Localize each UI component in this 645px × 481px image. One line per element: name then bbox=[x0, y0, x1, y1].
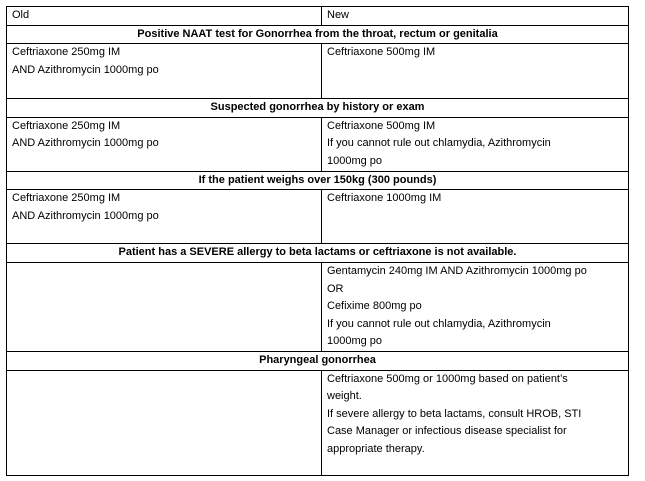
regimen-line: Ceftriaxone 250mg IM bbox=[12, 46, 121, 59]
regimen-line: Ceftriaxone 250mg IM bbox=[12, 119, 121, 132]
old-column-header: Old bbox=[7, 7, 322, 26]
section-title-row bbox=[7, 171, 629, 190]
regimen-line: If you cannot rule out chlamydia, Azithromycin bbox=[327, 317, 551, 330]
section-title-row bbox=[7, 351, 629, 370]
regimen-row bbox=[7, 370, 629, 475]
regimen-row bbox=[7, 262, 629, 351]
old-regimen-cell bbox=[7, 262, 322, 351]
section-title-allergy: Patient has a SEVERE allergy to beta lactams or ceftriaxone is not available. bbox=[7, 244, 629, 263]
regimen-line: Ceftriaxone 1000mg IM bbox=[327, 192, 442, 205]
treatment-comparison-table bbox=[6, 6, 629, 476]
regimen-line: Case Manager or infectious disease specialist for bbox=[327, 425, 567, 438]
regimen-row bbox=[7, 190, 629, 244]
new-regimen-cell bbox=[322, 117, 629, 171]
header-row bbox=[7, 7, 629, 26]
regimen-line: 1000mg po bbox=[327, 335, 383, 348]
regimen-row bbox=[7, 44, 629, 99]
regimen-line: weight. bbox=[327, 390, 362, 403]
section-title-row bbox=[7, 99, 629, 118]
regimen-line: AND Azithromycin 1000mg po bbox=[12, 137, 159, 150]
regimen-line: If you cannot rule out chlamydia, Azithromycin bbox=[327, 137, 551, 150]
regimen-line: AND Azithromycin 1000mg po bbox=[12, 63, 159, 76]
regimen-line: 1000mg po bbox=[327, 154, 383, 167]
old-regimen-cell bbox=[7, 117, 322, 171]
regimen-line: Ceftriaxone 500mg IM bbox=[327, 119, 436, 132]
regimen-line: AND Azithromycin 1000mg po bbox=[12, 209, 159, 222]
regimen-line: Ceftriaxone 250mg IM bbox=[12, 192, 121, 205]
regimen-row bbox=[7, 117, 629, 171]
new-column-header: New bbox=[322, 7, 629, 26]
section-title-naat: Positive NAAT test for Gonorrhea from the throat, rectum or genitalia bbox=[7, 25, 629, 44]
section-title-pharyngeal: Pharyngeal gonorrhea bbox=[7, 351, 629, 370]
regimen-line: Ceftriaxone 500mg or 1000mg based on patient’s bbox=[327, 372, 568, 385]
section-title-row bbox=[7, 244, 629, 263]
new-regimen-cell bbox=[322, 370, 629, 475]
old-regimen-cell bbox=[7, 370, 322, 475]
regimen-line: appropriate therapy. bbox=[327, 442, 425, 455]
regimen-line: Gentamycin 240mg IM AND Azithromycin 1000mg po bbox=[327, 264, 587, 277]
regimen-line: Cefixime 800mg po bbox=[327, 300, 422, 313]
section-title-weight: If the patient weighs over 150kg (300 pounds) bbox=[7, 171, 629, 190]
regimen-line: Ceftriaxone 500mg IM bbox=[327, 46, 436, 59]
new-regimen-cell bbox=[322, 262, 629, 351]
section-title-suspected: Suspected gonorrhea by history or exam bbox=[7, 99, 629, 118]
section-title-row bbox=[7, 25, 629, 44]
regimen-line: If severe allergy to beta lactams, consult HROB, STI bbox=[327, 407, 582, 420]
new-regimen-cell bbox=[322, 190, 629, 244]
old-regimen-cell bbox=[7, 44, 322, 99]
regimen-line: OR bbox=[327, 282, 344, 295]
new-regimen-cell bbox=[322, 44, 629, 99]
old-regimen-cell bbox=[7, 190, 322, 244]
